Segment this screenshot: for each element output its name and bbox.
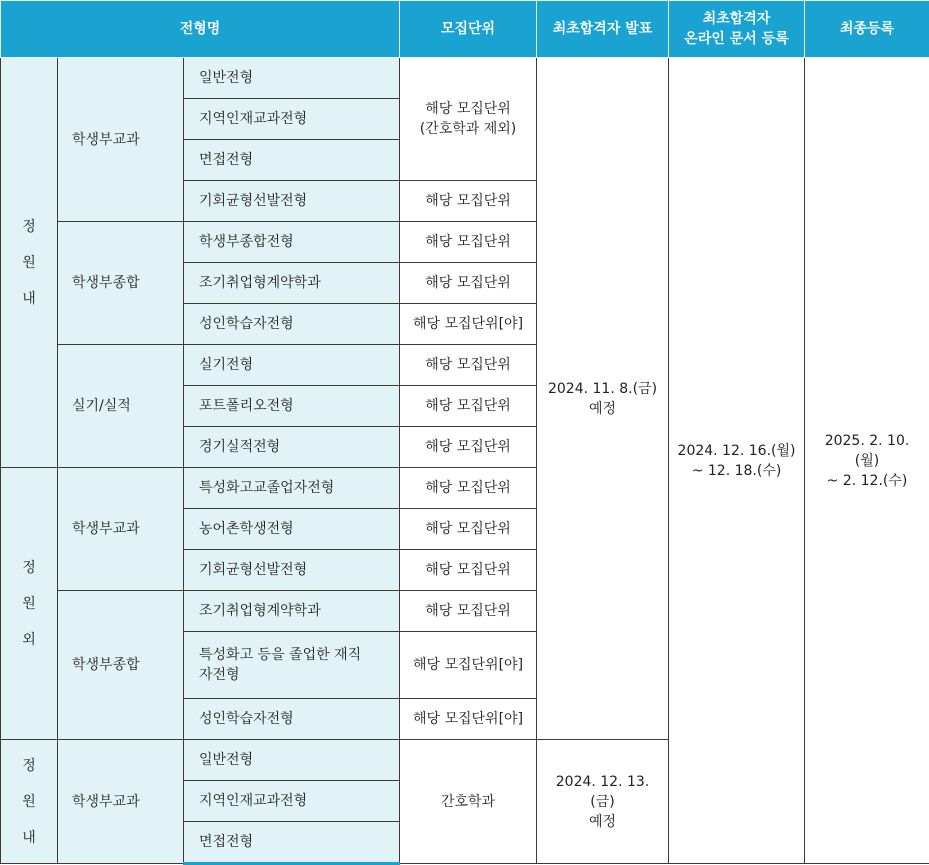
category-label: 학생부종합 [58, 222, 184, 345]
admission-type-line1: 특성화고 등을 졸업한 재직 [199, 645, 391, 665]
header-first-announce: 최초합격자 발표 [537, 1, 669, 58]
header-type-name: 전형명 [1, 1, 400, 58]
admission-type: 지역인재교과전형 [184, 99, 400, 140]
recruit-unit: 해당 모집단위 [400, 345, 537, 386]
group-label-char: 원 [1, 784, 57, 820]
group-label-char: 원 [1, 245, 57, 281]
recruit-unit: 간호학과 [400, 740, 537, 864]
group-label-char: 외 [1, 622, 57, 658]
recruit-unit: 해당 모집단위[야] [400, 304, 537, 345]
recruit-unit-line1: 해당 모집단위 [408, 99, 528, 119]
header-doc-reg-line1: 최초합격자 [677, 9, 796, 29]
first-announce-cell [537, 58, 669, 740]
category-label: 학생부교과 [58, 468, 184, 591]
admission-type: 경기실적전형 [184, 427, 400, 468]
recruit-unit: 해당 모집단위 [400, 386, 537, 427]
header-unit: 모집단위 [400, 1, 537, 58]
recruit-unit: 해당 모집단위 [400, 181, 537, 222]
group-label-char: 정 [1, 748, 57, 784]
recruit-unit: 해당 모집단위 [400, 509, 537, 550]
recruit-unit: 해당 모집단위[야] [400, 632, 537, 699]
recruit-unit: 해당 모집단위 [400, 468, 537, 509]
doc-reg-date-end: ~ 12. 18.(수) [677, 461, 796, 481]
recruit-unit: 해당 모집단위 [400, 591, 537, 632]
final-registration-cell [805, 58, 929, 864]
group-label-quota-in [1, 58, 58, 468]
admission-type [184, 632, 400, 699]
recruit-unit: 해당 모집단위 [400, 222, 537, 263]
table-row [1, 58, 929, 99]
second-announce-note: 예정 [545, 812, 660, 832]
header-doc-registration [669, 1, 805, 58]
first-announce-note: 예정 [545, 399, 660, 419]
group-label-quota-out [1, 468, 58, 740]
recruit-unit: 해당 모집단위 [400, 263, 537, 304]
admission-type: 기회균형선발전형 [184, 181, 400, 222]
recruit-unit: 해당 모집단위 [400, 427, 537, 468]
category-label: 학생부종합 [58, 591, 184, 740]
recruit-unit: 해당 모집단위 [400, 550, 537, 591]
admission-type: 면접전형 [184, 140, 400, 181]
first-announce-date: 2024. 11. 8.(금) [545, 379, 660, 399]
header-row [1, 1, 929, 58]
admission-type: 성인학습자전형 [184, 699, 400, 740]
recruit-unit [400, 58, 537, 181]
admission-type: 학생부종합전형 [184, 222, 400, 263]
second-announce-date: 2024. 12. 13.(금) [545, 772, 660, 812]
admission-type: 면접전형 [184, 822, 400, 864]
admission-type: 농어촌학생전형 [184, 509, 400, 550]
doc-registration-cell [669, 58, 805, 864]
admission-type: 일반전형 [184, 58, 400, 99]
doc-reg-date-start: 2024. 12. 16.(월) [677, 441, 796, 461]
group-label-char: 내 [1, 820, 57, 856]
final-reg-date-end: ~ 2. 12.(수) [813, 471, 921, 491]
admission-type: 조기취업형계약학과 [184, 591, 400, 632]
group-label-quota-in-nursing [1, 740, 58, 864]
admission-type: 지역인재교과전형 [184, 781, 400, 822]
group-label-char: 내 [1, 281, 57, 317]
group-label-char: 원 [1, 586, 57, 622]
recruit-unit: 해당 모집단위[야] [400, 699, 537, 740]
admission-type: 실기전형 [184, 345, 400, 386]
category-label: 학생부교과 [58, 740, 184, 864]
admission-type: 성인학습자전형 [184, 304, 400, 345]
final-reg-date-start: 2025. 2. 10.(월) [813, 431, 921, 471]
admission-type: 특성화고교졸업자전형 [184, 468, 400, 509]
group-label-char: 정 [1, 209, 57, 245]
admission-type: 조기취업형계약학과 [184, 263, 400, 304]
admission-type: 기회균형선발전형 [184, 550, 400, 591]
header-final-registration: 최종등록 [805, 1, 929, 58]
category-label: 학생부교과 [58, 58, 184, 222]
category-label: 실기/실적 [58, 345, 184, 468]
admission-type-line2: 자전형 [199, 665, 391, 685]
group-label-char: 정 [1, 550, 57, 586]
admission-type: 포트폴리오전형 [184, 386, 400, 427]
recruit-unit-line2: (간호학과 제외) [408, 119, 528, 139]
admission-type: 일반전형 [184, 740, 400, 781]
header-doc-reg-line2: 온라인 문서 등록 [677, 29, 796, 49]
second-announce-cell [537, 740, 669, 864]
